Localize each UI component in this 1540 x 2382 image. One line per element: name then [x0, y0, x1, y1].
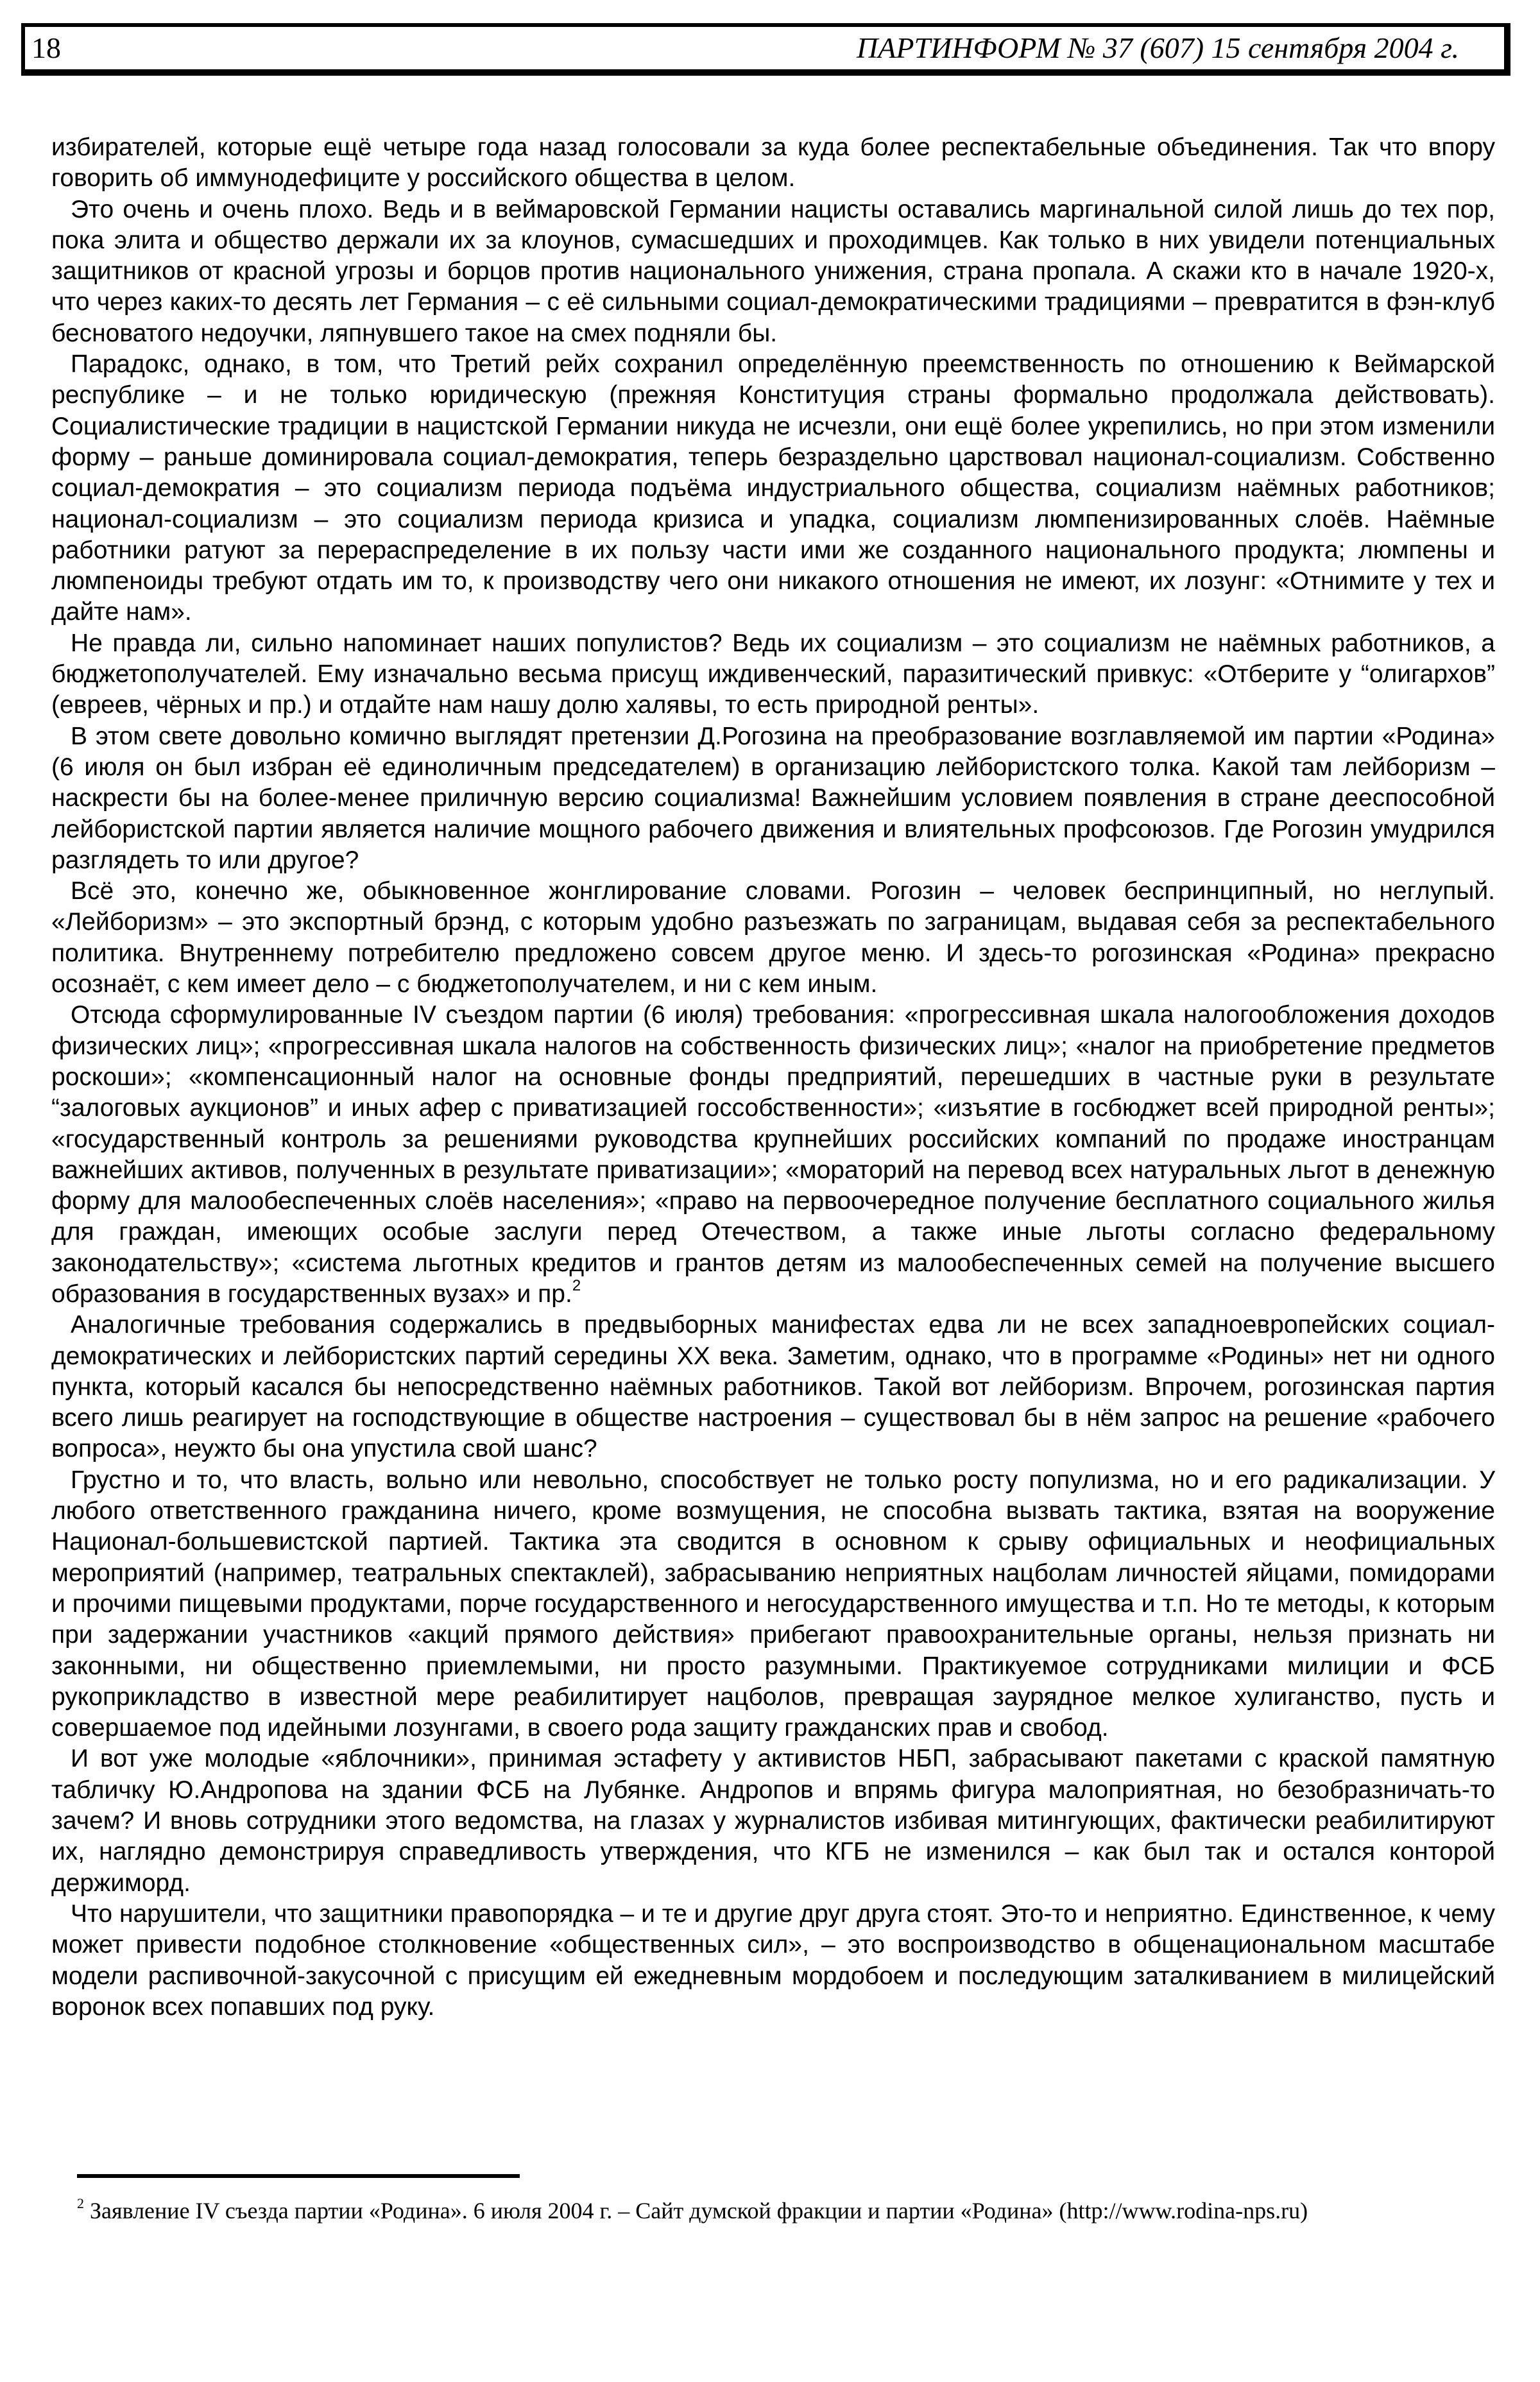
page-header: [21, 23, 1510, 76]
footnote: [77, 2195, 1489, 2227]
paragraph: [51, 1000, 1495, 1310]
paragraph: Это очень и очень плохо. Ведь и в веймаровской Германии нацисты оставались маргинальной силой лишь до тех пор, пока элита и общество держали их за клоунов, сумасшедших и проходимцев. Как только в них увидели потенциальных защитников от красной угрозы и борцов против национального унижения, страна пропала. А скажи кто в начале 1920-х, что через каких-то десять лет Германия – с её сильными социал-демократическими традициями – превратится в фэн-клуб бесноватого недоучки, ляпнувшего такое на смех подняли бы.: [51, 195, 1495, 347]
footnote-separator: [77, 2174, 520, 2178]
paragraph: Грустно и то, что власть, вольно или невольно, способствует не только росту популизма, но и его радикализации. У любого ответственного гражданина ничего, кроме возмущения, не способна вызвать тактика, взятая на вооружение Национал-большевистской партией. Тактика эта сводится в основном к срыву официальных и неофициальных мероприятий (например, театральных спектаклей), забрасыванию неприятных нацболам личностей яйцами, помидорами и прочими пищевыми продуктами, порче государственного и негосударственного имущества и т.п. Но те методы, к которым при задержании участников «акций прямого действия» прибегают правоохранительные органы, нельзя признать ни законными, ни общественно приемлемыми, ни просто разумными. Практикуемое сотрудниками милиции и ФСБ рукоприкладство в известной мере реабилитирует нацболов, превращая заурядное мелкое хулиганство, пусть и совершаемое под идейными лозунгами, в своего рода защиту гражданских прав и свобод.: [51, 1466, 1495, 1742]
paragraph: Что нарушители, что защитники правопорядка – и те и другие друг друга стоят. Это-то и неприятно. Единственное, к чему может привести подобное столкновение «общественных сил», – это воспроизводство в общенациональном масштабе модели распивочной-закусочной с присущим ей ежедневным мордобоем и последующим заталкиванием в милицейский воронок всех попавших под руку.: [51, 1899, 1495, 2021]
paragraph: Аналогичные требования содержались в предвыборных манифестах едва ли не всех западноевропейских социал-демократических и лейбористских партий середины XX века. Заметим, однако, что в программе «Родины» нет ни одного пункта, который касался бы непосредственно наёмных работников. Такой вот лейборизм. Впрочем, рогозинская партия всего лишь реагирует на господствующие в обществе настроения – существовал бы в нём запрос на решение «рабочего вопроса», неужто бы она упустила свой шанс?: [51, 1311, 1495, 1463]
article-body: [51, 132, 1495, 2023]
footnote-text: Заявление IV съезда партии «Родина». 6 июля 2004 г. – Сайт думской фракции и партии «Родина» (http://www.rodina-nps.ru): [90, 2198, 1308, 2223]
footnote-reference[interactable]: 2: [572, 1276, 581, 1294]
paragraph-text: Отсюда сформулированные IV съездом партии (6 июля) требования: «прогрессивная шкала налогообложения доходов физических лиц»; «прогрессивная шкала налогов на собственность физических лиц»; «налог на приобретение предметов роскоши»; «компенсационный налог на основные фонды предприятий, перешедших в частные руки в результате “залоговых аукционов” и иных афер с приватизацией госсобственности»; «изъятие в госбюджет всей природной ренты»; «государственный контроль за решениями руководства крупнейших российских компаний по продаже иностранцам важнейших активов, полученных в результате приватизации»; «мораторий на перевод всех натуральных льгот в денежную форму для малообеспеченных слоёв населения»; «право на первоочередное получение бесплатного социального жилья для граждан, имеющих особые заслуги перед Отечеством, а также иные льготы согласно федеральному законодательству»; «система льготных кредитов и грантов детям из малообеспеченных семей на получение высшего образования в государственных вузах» и пр.: [51, 1001, 1495, 1308]
publication-title: ПАРТИНФОРМ № 37 (607) 15 сентября 2004 г.: [857, 31, 1459, 64]
paragraph: Парадокс, однако, в том, что Третий рейх сохранил определённую преемственность по отношению к Веймарской республике – и не только юридическую (прежняя Конституция страны формально продолжала действовать). Социалистические традиции в нацистской Германии никуда не исчезли, они ещё более укрепились, но при этом изменили форму – раньше доминировала социал-демократия, теперь безраздельно царствовал национал-социализм. Собственно социал-демократия – это социализм периода подъёма индустриального общества, социализм наёмных работников; национал-социализм – это социализм периода кризиса и упадка, социализм люмпенизированных слоёв. Наёмные работники ратуют за перераспределение в их пользу части ими же созданного национального продукта; люмпены и люмпеноиды требуют отдать им то, к производству чего они никакого отношения не имеют, их лозунг: «Отнимите у тех и дайте нам».: [51, 350, 1495, 626]
paragraph: избирателей, которые ещё четыре года назад голосовали за куда более респектабельные объединения. Так что впору говорить об иммунодефиците у российского общества в целом.: [51, 133, 1495, 193]
paragraph: Всё это, конечно же, обыкновенное жонглирование словами. Рогозин – человек беспринципный, но неглупый. «Лейборизм» – это экспортный брэнд, с которым удобно разъезжать по заграницам, выдавая себя за респектабельного политика. Внутреннему потребителю предложено совсем другое меню. И здесь-то рогозинская «Родина» прекрасно осознаёт, с кем имеет дело – с бюджетополучателем, и ни с кем иным.: [51, 877, 1495, 998]
footnote-marker: 2: [77, 2195, 84, 2211]
paragraph: Не правда ли, сильно напоминает наших популистов? Ведь их социализм – это социализм не наёмных работников, а бюджетополучателей. Ему изначально весьма присущ иждивенческий, паразитический привкус: «Отберите у “олигархов” (евреев, чёрных и пр.) и отдайте нам нашу долю халявы, то есть природной ренты».: [51, 629, 1495, 719]
page-number: 18: [31, 31, 61, 64]
paragraph: В этом свете довольно комично выглядят претензии Д.Рогозина на преобразование возглавляемой им партии «Родина» (6 июля он был избран её единоличным председателем) в организацию лейбористского толка. Какой там лейборизм – наскрести бы на более-менее приличную версию социализма! Важнейшим условием появления в стране дееспособной лейбористской партии является наличие мощного рабочего движения и влиятельных профсоюзов. Где Рогозин умудрился разглядеть то или другое?: [51, 722, 1495, 874]
paragraph: И вот уже молодые «яблочники», принимая эстафету у активистов НБП, забрасывают пакетами с краской памятную табличку Ю.Андропова на здании ФСБ на Лубянке. Андропов и впрямь фигура малоприятная, но безобразничать-то зачем? И вновь сотрудники этого ведомства, на глазах у журналистов избивая митингующих, фактически реабилитируют их, наглядно демонстрируя справедливость утверждения, что КГБ не изменился – как был так и остался конторой держиморд.: [51, 1745, 1495, 1897]
